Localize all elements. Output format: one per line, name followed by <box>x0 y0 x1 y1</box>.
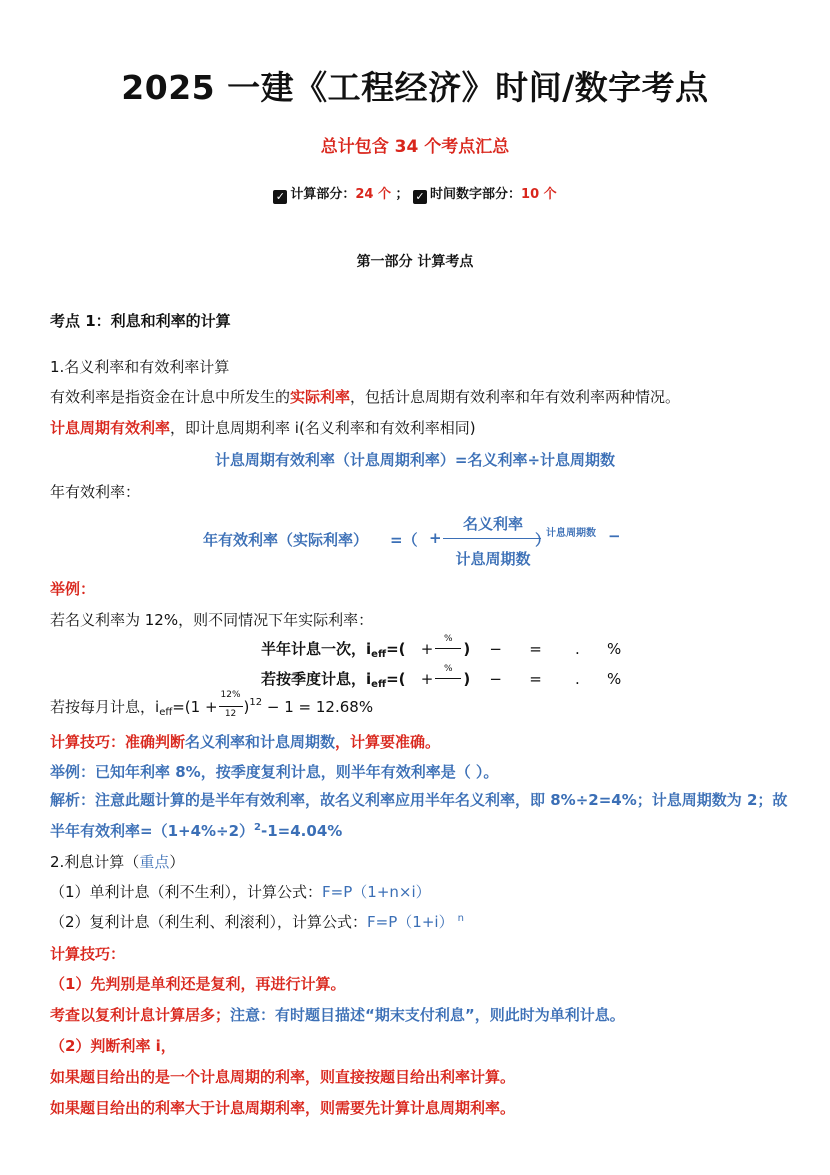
page-title: 2025 一建《工程经济》时间/数字考点 <box>121 68 709 107</box>
time-count: 10 个 <box>521 187 557 202</box>
checkbox-checked-icon: ✓ <box>413 190 427 204</box>
example-quarter <box>261 663 622 690</box>
example-half-year <box>261 633 622 660</box>
example-monthly <box>50 689 374 719</box>
percent-sign: % <box>607 640 622 658</box>
definition-text: 有效利率是指资金在计息中所发生的 <box>50 388 291 406</box>
section1-title: 1.名义利率和有效利率计算 <box>50 358 230 376</box>
tip2-item3: 如果题目给出的是一个计息周期的利率，则直接按题目给出利率计算。 <box>50 1068 516 1086</box>
tip1-end: ，计算要准确。 <box>335 733 441 751</box>
tip1-line <box>50 731 440 752</box>
tip2-item1: （1）先判别是单利还是复利，再进行计算。 <box>50 975 346 993</box>
i-symbol: i <box>366 640 372 658</box>
fraction-top: % <box>444 633 453 644</box>
tip2-note <box>50 1004 625 1025</box>
exponent: 12 <box>249 697 263 708</box>
decimal-dot: . <box>575 670 580 688</box>
point-heading: 考点 1：利息和利率的计算 <box>50 312 231 330</box>
i-symbol: i <box>366 670 372 688</box>
percent-sign: % <box>607 670 622 688</box>
period-rate-highlight: 计息周期有效利率 <box>50 419 171 437</box>
simple-interest-label: （1）单利计息（利不生利），计算公式： <box>50 883 323 901</box>
example2-line: 举例：已知年利率 8%，按季度复利计息，则半年有效利率是（ ）。 <box>50 763 499 781</box>
calc-label: 计算部分： <box>290 187 356 202</box>
simple-interest-line <box>50 881 431 902</box>
formula-lhs: 年有效利率（实际利率） <box>203 531 369 549</box>
definition-line <box>50 386 680 407</box>
i-symbol: i <box>155 698 160 716</box>
formula-numerator: 名义利率 <box>462 515 523 533</box>
fraction-top: 12% <box>220 689 241 700</box>
half-year-label: 半年计息一次， <box>261 640 367 658</box>
analysis-paragraph <box>50 787 790 845</box>
time-label: 时间数字部分： <box>430 187 522 202</box>
tip2-title: 计算技巧： <box>50 945 126 963</box>
example-intro: 若名义利率为 12%，则不同情况下年实际利率： <box>50 611 374 629</box>
blank-fraction <box>433 663 463 688</box>
section2-key-badge: 重点 <box>139 853 170 871</box>
summary-line <box>0 183 830 204</box>
tip1-highlight: 名义利率和计息周期数 <box>185 733 336 751</box>
eff-subscript: eff <box>371 649 387 660</box>
section2-title-text: 2.利息计算（ <box>50 853 140 871</box>
period-rate-text: ，即计息周期利率 i(名义利率和有效利率相同) <box>170 419 476 437</box>
compound-interest-line <box>50 911 464 932</box>
fraction-bar <box>435 648 461 649</box>
compound-interest-label: （2）复利计息（利生利、利滚利），计算公式： <box>50 913 368 931</box>
formula-exponent: 计息周期数 <box>546 528 596 539</box>
plus-sign: + <box>420 670 434 688</box>
summary-separator: ； <box>395 187 409 202</box>
analysis-text: 解析：注意此题计算的是半年有效利率，故名义利率应用半年名义利率，即 8%÷2=4%；计息周期数为 2；故半年有效利率=（1+4%÷2） <box>50 791 788 840</box>
fraction-bar <box>219 706 243 707</box>
tip2-note-b: 注意：有时题目描述“期末支付利息”，则此时为单利计息。 <box>230 1006 625 1024</box>
open-paren: =(1 + <box>172 698 218 716</box>
compound-exponent: n <box>457 913 464 924</box>
fraction-bar <box>435 678 461 679</box>
close-paren: ) <box>463 640 471 658</box>
simple-interest-formula: F=P（1+n×i） <box>322 883 431 901</box>
fraction-bar <box>443 538 541 539</box>
close-paren: ) <box>243 698 250 716</box>
annual-rate-label: 年有效利率： <box>50 483 141 501</box>
period-rate-line <box>50 417 476 438</box>
part-title: 第一部分 计算考点 <box>356 254 474 270</box>
fraction-bottom: 12 <box>224 708 237 719</box>
minus-sign: − <box>489 640 502 658</box>
tip1-label: 计算技巧：准确判断 <box>50 733 186 751</box>
fraction-top: % <box>444 663 453 674</box>
section2-title <box>50 851 184 872</box>
eff-subscript: eff <box>371 679 387 690</box>
eff-subscript: eff <box>159 707 173 718</box>
plus-sign: + <box>420 640 434 658</box>
calc-count: 24 个 <box>355 187 391 202</box>
tip2-item2: （2）判断利率 i， <box>50 1037 176 1055</box>
monthly-label: 若按每月计息， <box>50 698 156 716</box>
formula-plus: + <box>429 529 442 547</box>
close-paren: ) <box>463 670 471 688</box>
checkbox-checked-icon: ✓ <box>273 190 287 204</box>
definition-text-end: ，包括计息周期有效利率和年有效利率两种情况。 <box>350 388 681 406</box>
compound-interest-formula: F=P（1+i） <box>367 913 454 931</box>
minus-sign: − <box>489 670 502 688</box>
formula-open: =（ <box>390 531 418 549</box>
formula-denominator: 计息周期数 <box>455 550 531 568</box>
page-subtitle: 总计包含 34 个考点汇总 <box>320 137 510 157</box>
equals-sign: = <box>529 670 542 688</box>
section2-title-close: ） <box>169 853 185 871</box>
tip2-note-a: 考查以复利计息计算居多； <box>50 1006 231 1024</box>
analysis-result: -1=4.04% <box>261 822 343 840</box>
analysis-exponent: 2 <box>254 822 262 833</box>
quarter-label: 若按季度计息， <box>261 670 367 688</box>
open-paren: =( <box>386 670 406 688</box>
example-label: 举例： <box>50 580 96 598</box>
formula-tail: − <box>608 527 621 545</box>
decimal-dot: . <box>575 640 580 658</box>
definition-highlight: 实际利率 <box>290 388 351 406</box>
tip2-item4: 如果题目给出的利率大于计息周期利率，则需要先计算计息周期利率。 <box>50 1099 516 1117</box>
monthly-result: − 1 = 12.68% <box>262 698 374 716</box>
blank-fraction <box>433 633 463 658</box>
monthly-fraction <box>218 689 244 719</box>
open-paren: =( <box>386 640 406 658</box>
formula-close: ） <box>535 531 551 549</box>
equals-sign: = <box>529 640 542 658</box>
period-rate-formula: 计息周期有效利率（计息周期利率）=名义利率÷计息周期数 <box>214 451 616 469</box>
